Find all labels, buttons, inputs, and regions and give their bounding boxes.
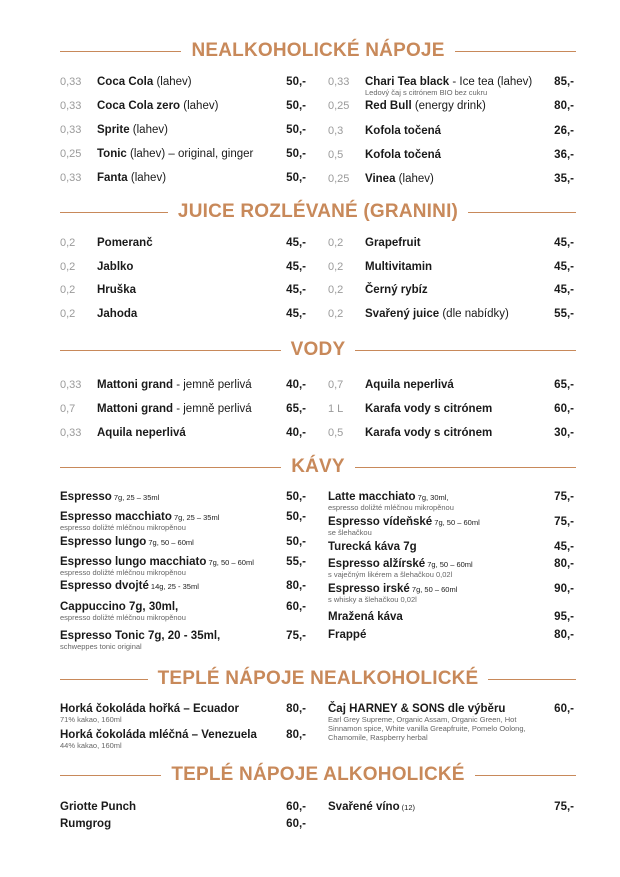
item-name: Hruška xyxy=(97,284,136,296)
item-price: 45,- xyxy=(554,261,574,273)
section-header-teple-nealko xyxy=(60,667,576,691)
item-spec: (12) xyxy=(399,803,416,812)
item-name-bold: Kofola točená xyxy=(365,149,442,161)
section-header-vody xyxy=(60,338,576,362)
section-header-teple-alko xyxy=(60,763,576,787)
item-description: espresso doližté mléčnou mikropěnou xyxy=(60,523,186,532)
item-name-note: (lahev) xyxy=(127,172,167,184)
item-volume: 0,3 xyxy=(328,125,344,137)
item-price: 75,- xyxy=(286,630,306,642)
item-volume: 0,33 xyxy=(60,379,82,391)
item-spec: 7g, 30ml, xyxy=(415,493,449,502)
item-name-bold: Mattoni grand xyxy=(97,379,174,391)
item-price: 80,- xyxy=(554,629,574,641)
item-price: 80,- xyxy=(554,100,574,112)
item-price: 50,- xyxy=(286,536,306,548)
item-volume: 0,2 xyxy=(328,237,344,249)
item-name-note: (dle nabídky) xyxy=(439,308,509,320)
divider xyxy=(488,679,576,680)
item-price: 35,- xyxy=(554,173,574,185)
item-price: 40,- xyxy=(286,427,306,439)
item-volume: 0,5 xyxy=(328,149,344,161)
item-name: Grapefruit xyxy=(365,237,421,249)
item-name: Karafa vody s citrónem xyxy=(365,403,493,415)
section-title: NEALKOHOLICKÉ NÁPOJE xyxy=(191,40,445,61)
divider xyxy=(455,51,576,52)
item-name-bold: Coca Cola zero xyxy=(97,100,181,112)
item-price: 75,- xyxy=(554,491,574,503)
divider xyxy=(468,212,576,213)
item-name-bold: Svařené víno xyxy=(328,801,400,813)
item-name-bold: Svařený juice xyxy=(365,308,440,320)
item-name-note: (lahev) xyxy=(153,76,192,88)
item-price: 60,- xyxy=(286,801,306,813)
item-price: 26,- xyxy=(554,125,574,137)
item-description: schweppes tonic original xyxy=(60,642,142,651)
item-name-bold: Sprite xyxy=(97,124,130,136)
item-name xyxy=(97,75,192,89)
item-price: 45,- xyxy=(286,261,306,273)
item-volume: 0,25 xyxy=(328,100,350,112)
item-name xyxy=(328,800,415,815)
item-price: 60,- xyxy=(286,601,306,613)
item-name xyxy=(97,378,252,392)
item-name-bold: Espresso macchiato xyxy=(60,511,172,523)
item-name-bold: Espresso alžírské xyxy=(328,558,426,570)
item-volume: 0,33 xyxy=(60,100,82,112)
item-name xyxy=(365,307,509,321)
item-price: 45,- xyxy=(286,308,306,320)
item-name: Rumgrog xyxy=(60,818,112,830)
item-description: s vaječným likérem a šlehačkou 0,02l xyxy=(328,570,453,579)
item-name-bold: Espresso xyxy=(60,491,112,503)
section-header-nealko xyxy=(60,39,576,63)
item-name-note: - jemně perlivá xyxy=(173,403,252,415)
item-name-note: - Ice tea (lahev) xyxy=(449,76,533,88)
item-name xyxy=(97,123,168,137)
item-spec: 7g, 50 – 60ml xyxy=(206,558,254,567)
item-price: 55,- xyxy=(554,308,574,320)
item-description: Ledový čaj s citrónem BIO bez cukru xyxy=(365,88,488,97)
item-spec: 7g, 25 – 35ml xyxy=(111,493,160,502)
item-price: 75,- xyxy=(554,801,574,813)
item-price: 75,- xyxy=(554,516,574,528)
item-description: s whisky a šlehačkou 0,02l xyxy=(328,595,417,604)
item-price: 50,- xyxy=(286,172,306,184)
item-price: 50,- xyxy=(286,100,306,112)
item-name-bold: Espresso irské xyxy=(328,583,410,595)
item-name xyxy=(365,124,441,138)
item-name-note: (energy drink) xyxy=(411,100,486,112)
item-name: Pomeranč xyxy=(97,237,153,249)
item-name-bold: Espresso vídeňské xyxy=(328,516,433,528)
item-name-bold: Latte macchiato xyxy=(328,491,416,503)
item-price: 45,- xyxy=(286,237,306,249)
divider xyxy=(60,350,281,351)
item-name-bold: Chari Tea black xyxy=(365,76,450,88)
item-price: 65,- xyxy=(554,379,574,391)
item-spec: 7g, 50 – 60ml xyxy=(146,538,194,547)
item-spec: 7g, 50 – 60ml xyxy=(432,518,480,527)
item-name-bold: Vinea xyxy=(365,173,396,185)
divider xyxy=(355,467,576,468)
item-price: 45,- xyxy=(286,284,306,296)
item-description: 71% kakao, 160ml xyxy=(60,715,122,724)
divider xyxy=(60,212,168,213)
section-title: TEPLÉ NÁPOJE ALKOHOLICKÉ xyxy=(171,764,465,785)
item-name xyxy=(365,99,486,113)
item-price: 55,- xyxy=(286,556,306,568)
section-header-juice xyxy=(60,200,576,224)
item-volume: 0,33 xyxy=(60,76,82,88)
item-price: 45,- xyxy=(554,541,574,553)
section-title: TEPLÉ NÁPOJE NEALKOHOLICKÉ xyxy=(157,668,479,689)
item-name xyxy=(60,579,199,594)
item-description: espresso doližté mléčnou mikropěnou xyxy=(328,503,454,512)
item-description: Earl Grey Supreme, Organic Assam, Organic Green, Hot Sinnamon spice, White vanilla Greapfruite, Pomelo Oolong, Chamomile, Raspberry herbal xyxy=(328,715,526,742)
item-name xyxy=(365,75,532,89)
item-name-bold: Fanta xyxy=(97,172,128,184)
item-name xyxy=(97,147,253,161)
item-spec: 7g, 50 – 60ml xyxy=(425,560,473,569)
item-volume: 0,7 xyxy=(60,403,76,415)
item-price: 60,- xyxy=(554,403,574,415)
item-price: 50,- xyxy=(286,491,306,503)
section-title: KÁVY xyxy=(291,456,345,477)
item-name: Černý rybíz xyxy=(365,284,428,296)
item-volume: 0,33 xyxy=(60,124,82,136)
item-name-note: - jemně perlivá xyxy=(173,379,252,391)
item-price: 45,- xyxy=(554,284,574,296)
item-spec: 7g, 50 – 60ml xyxy=(409,585,458,594)
item-volume: 0,7 xyxy=(328,379,344,391)
item-description: espresso doližté mléčnou mikropěnou xyxy=(60,613,186,622)
item-name: Multivitamin xyxy=(365,261,433,273)
item-volume: 0,33 xyxy=(60,172,82,184)
divider xyxy=(60,775,161,776)
item-name xyxy=(365,148,441,162)
divider xyxy=(60,467,281,468)
item-name-bold: Espresso dvojté xyxy=(60,580,149,592)
item-name-bold: Coca Cola xyxy=(97,76,154,88)
item-name: Horká čokoláda mléčná – Venezuela xyxy=(60,729,257,741)
divider xyxy=(355,350,576,351)
item-name-bold: Espresso lungo macchiato xyxy=(60,556,207,568)
section-header-kavy xyxy=(60,455,576,479)
section-title: JUICE ROZLÉVANÉ (GRANINI) xyxy=(177,201,459,222)
item-name: Horká čokoláda hořká – Ecuador xyxy=(60,703,239,715)
divider xyxy=(60,51,181,52)
item-name xyxy=(365,172,434,186)
item-volume: 0,2 xyxy=(60,284,76,296)
section-title: VODY xyxy=(290,339,346,360)
item-volume: 0,33 xyxy=(328,76,350,88)
item-volume: 0,2 xyxy=(60,261,76,273)
item-description: espresso doližté mléčnou mikropěnou xyxy=(60,568,186,577)
item-name xyxy=(60,490,159,505)
item-price: 80,- xyxy=(554,558,574,570)
item-spec: 14g, 25 - 35ml xyxy=(148,582,199,591)
item-price: 90,- xyxy=(554,583,574,595)
item-volume: 0,2 xyxy=(60,237,76,249)
item-spec: 7g, 25 – 35ml xyxy=(171,513,220,522)
item-name-bold: Espresso lungo xyxy=(60,536,147,548)
item-price: 40,- xyxy=(286,379,306,391)
item-name-note: (lahev) – original, ginger xyxy=(126,148,254,160)
item-name: Jahoda xyxy=(97,308,138,320)
item-price: 50,- xyxy=(286,76,306,88)
item-name: Griotte Punch xyxy=(60,801,137,813)
item-name-note: (lahev) xyxy=(395,173,434,185)
item-price: 95,- xyxy=(554,611,574,623)
item-volume: 0,2 xyxy=(328,261,344,273)
item-name: Karafa vody s citrónem xyxy=(365,427,493,439)
item-volume: 0,2 xyxy=(328,284,344,296)
item-price: 60,- xyxy=(286,818,306,830)
item-name: Aquila neperlivá xyxy=(97,427,186,439)
item-price: 80,- xyxy=(286,580,306,592)
item-name-bold: Mattoni grand xyxy=(97,403,174,415)
item-price: 50,- xyxy=(286,124,306,136)
item-name xyxy=(60,535,194,550)
item-price: 30,- xyxy=(554,427,574,439)
item-volume: 0,33 xyxy=(60,427,82,439)
item-name: Turecká káva 7g xyxy=(328,541,417,553)
item-name-note: (lahev) xyxy=(129,124,168,136)
item-price: 80,- xyxy=(286,729,306,741)
item-name-bold: Tonic xyxy=(97,148,127,160)
item-name xyxy=(97,171,166,185)
item-volume: 0,5 xyxy=(328,427,344,439)
item-name xyxy=(97,402,252,416)
item-name: Čaj HARNEY & SONS dle výběru xyxy=(328,703,506,715)
item-description: se šlehačkou xyxy=(328,528,372,537)
item-price: 85,- xyxy=(554,76,574,88)
item-name: Aquila neperlivá xyxy=(365,379,454,391)
item-name: Jablko xyxy=(97,261,134,273)
divider xyxy=(475,775,576,776)
item-name-bold: Red Bull xyxy=(365,100,412,112)
item-volume: 0,2 xyxy=(328,308,344,320)
item-price: 65,- xyxy=(286,403,306,415)
divider xyxy=(60,679,148,680)
item-name: Mražená káva xyxy=(328,611,403,623)
item-name xyxy=(97,99,218,113)
item-volume: 0,2 xyxy=(60,308,76,320)
item-volume: 1 L xyxy=(328,403,344,415)
item-price: 50,- xyxy=(286,148,306,160)
item-name-bold: Kofola točená xyxy=(365,125,442,137)
item-price: 45,- xyxy=(554,237,574,249)
item-price: 80,- xyxy=(286,703,306,715)
item-name: Espresso Tonic 7g, 20 - 35ml, xyxy=(60,630,221,642)
item-price: 50,- xyxy=(286,511,306,523)
item-description: 44% kakao, 160ml xyxy=(60,741,122,750)
item-name: Cappuccino 7g, 30ml, xyxy=(60,601,179,613)
item-volume: 0,25 xyxy=(328,173,350,185)
item-name-note: (lahev) xyxy=(180,100,219,112)
item-price: 60,- xyxy=(554,703,574,715)
item-name: Frappé xyxy=(328,629,367,641)
item-price: 36,- xyxy=(554,149,574,161)
item-volume: 0,25 xyxy=(60,148,82,160)
